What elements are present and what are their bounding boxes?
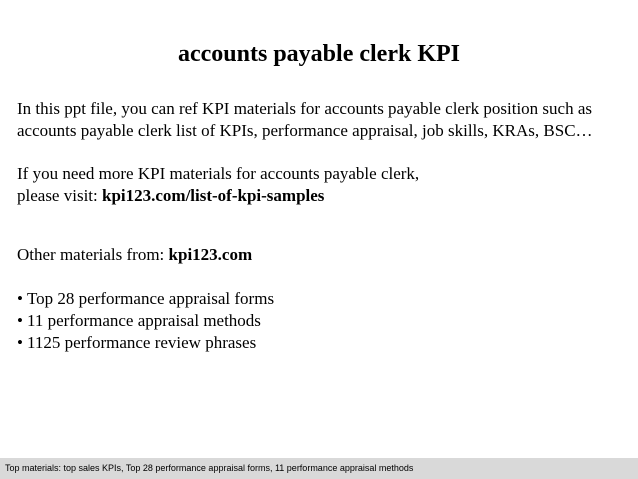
other-materials-paragraph — [17, 244, 629, 266]
other-materials-prefix: Other materials from: — [17, 245, 169, 264]
visit-prefix: please visit: — [17, 186, 102, 205]
kpi-samples-link[interactable]: kpi123.com/list-of-kpi-samples — [101, 186, 325, 205]
footer-bar — [0, 458, 638, 479]
bullet-text: 1125 performance review phrases — [26, 333, 257, 352]
kpi123-link[interactable]: kpi123.com — [168, 245, 253, 264]
bullet-text: Top 28 performance appraisal forms — [26, 289, 275, 308]
bullet-list — [17, 288, 629, 354]
bullet-text: 11 performance appraisal methods — [26, 311, 261, 330]
bullet-item-appraisal-forms — [17, 288, 629, 310]
bullet-icon: • — [17, 333, 23, 352]
visit-line — [17, 185, 629, 207]
bullet-item-appraisal-methods — [17, 310, 629, 332]
bullet-item-review-phrases — [17, 332, 629, 354]
intro-paragraph — [17, 98, 629, 142]
bullet-icon: • — [17, 311, 23, 330]
other-materials-line — [17, 244, 629, 266]
intro-line-2: accounts payable clerk list of KPIs, performance appraisal, job skills, KRAs, BSC… — [17, 121, 593, 140]
more-materials-paragraph — [17, 163, 629, 207]
more-materials-line: If you need more KPI materials for accounts payable clerk, — [17, 164, 420, 183]
footer-text: Top materials: top sales KPIs, Top 28 performance appraisal forms, 11 performance appraisal methods — [5, 463, 414, 473]
intro-line-1: In this ppt file, you can ref KPI materials for accounts payable clerk position such as — [17, 99, 592, 118]
bullet-icon: • — [17, 289, 23, 308]
slide-title: accounts payable clerk KPI — [178, 41, 460, 67]
